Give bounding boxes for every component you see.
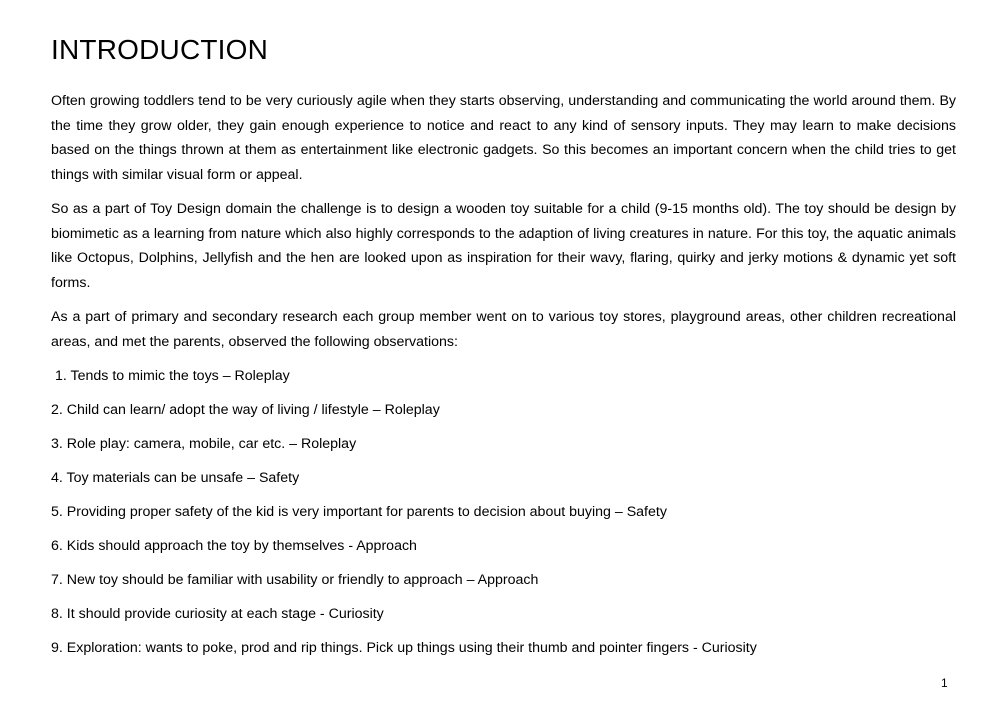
page-title: INTRODUCTION [51, 34, 269, 65]
page-number: 1 [941, 676, 948, 690]
list-item: 7. New toy should be familiar with usability or friendly to approach – Approach [51, 571, 539, 588]
paragraph-intro: Often growing toddlers tend to be very curiously agile when they starts observing, understanding and communicating the world around them. By the time they grow older, they gain enough experience to notice and react to any kind of sensory inputs. They may learn to make decisions based on the things thrown at them as entertainment like electronic gadgets. So this becomes an important concern when the child tries to get things with similar visual form or appeal. [51, 93, 956, 183]
observations-list [51, 364, 956, 670]
paragraph-challenge: So as a part of Toy Design domain the challenge is to design a wooden toy suitable for a child (9-15 months old). The toy should be design by biomimetic as a learning from nature which also highly corresponds to the adaption of living creatures in nature. For this toy, the aquatic animals like Octopus, Dolphins, Jellyfish and the hen are looked upon as inspiration for their wavy, flaring, quirky and jerky motions & dynamic yet soft forms. [51, 200, 956, 291]
list-item: 1. Tends to mimic the toys – Roleplay [55, 367, 290, 384]
list-item: 9. Exploration: wants to poke, prod and rip things. Pick up things using their thumb and pointer fingers - Curiosity [51, 639, 757, 656]
list-item: 3. Role play: camera, mobile, car etc. – Roleplay [51, 435, 357, 452]
list-item: 8. It should provide curiosity at each stage - Curiosity [51, 605, 384, 622]
paragraph-research: As a part of primary and secondary research each group member went on to various toy stores, playground areas, other children recreational areas, and met the parents, observed the following observations: [51, 308, 956, 350]
list-item: 4. Toy materials can be unsafe – Safety [51, 469, 300, 486]
document-body [51, 89, 956, 670]
list-item: 6. Kids should approach the toy by themselves - Approach [51, 537, 417, 554]
list-item: 2. Child can learn/ adopt the way of living / lifestyle – Roleplay [51, 401, 440, 418]
list-item: 5. Providing proper safety of the kid is very important for parents to decision about buying – Safety [51, 503, 667, 520]
